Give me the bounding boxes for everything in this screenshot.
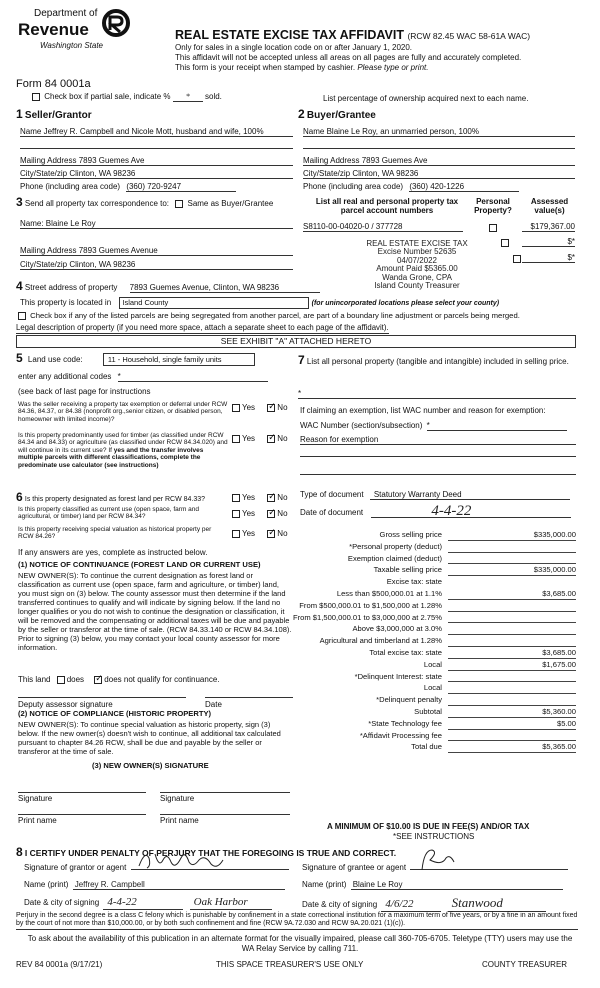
grantor-sig-label: Signature of grantor or agent: [24, 863, 127, 872]
seller-name-row: [20, 127, 293, 137]
partial-sale-percent[interactable]: *: [173, 92, 203, 102]
tax-row: [296, 636, 578, 648]
legal-description-value: SEE EXHIBIT "A" ATTACHED HERETO: [220, 336, 372, 346]
deputy-sig-label: Deputy assessor signature: [18, 700, 113, 709]
form-revision: REV 84 0001a (9/17/21): [16, 960, 103, 969]
buyer-name-row: [303, 127, 575, 137]
grantor-date-row: [24, 896, 272, 910]
exemption-answers: [232, 403, 288, 412]
located-label: This property is located in: [20, 298, 112, 308]
seller-phone-label: Phone (including area code): [20, 182, 121, 191]
corr-name-label: Name:: [20, 219, 44, 228]
personal-prop-h1: Personal: [476, 197, 510, 206]
segregate-label: Check box if any of the listed parcels are being segregated from another parcel, are part of a boundary line adjustment or parcels being merged.: [30, 311, 520, 321]
header-line-3b: Please type or print.: [357, 63, 429, 72]
reason-label: Reason for exemption: [300, 435, 379, 444]
corr-label: Send all property tax correspondence to:: [24, 199, 170, 208]
stamp-line-4: Amount Paid $5365.00: [376, 264, 458, 274]
forest-q1-row: [16, 491, 205, 505]
current-use-answers: [232, 509, 288, 518]
street-row: [16, 280, 320, 294]
tax-row: [296, 542, 578, 554]
partial-sale-checkbox[interactable]: [32, 93, 40, 101]
timber-no-checkbox[interactable]: [267, 435, 275, 443]
partial-sale-label: Check box if partial sale, indicate %: [44, 92, 171, 101]
tax-row-value[interactable]: $3,685.00: [448, 648, 576, 659]
stamp-line-6: Island County Treasurer: [374, 280, 460, 290]
corr-same-label: Same as Buyer/Grantee: [187, 199, 274, 208]
forest-yes-label: Yes: [242, 493, 256, 502]
new-owner-sig-heading: (3) NEW OWNER(S) SIGNATURE: [92, 761, 209, 770]
corr-mail-label: Mailing Address: [20, 246, 77, 255]
owner-print-label-1: Print name: [18, 816, 57, 825]
perjury-note: [16, 912, 578, 930]
notice-continuance-heading: (1) NOTICE OF CONTINUANCE (FOREST LAND OR CURRENT USE): [18, 560, 261, 569]
landuse-label: Land use code:: [27, 355, 83, 364]
excise-stamp: [358, 240, 476, 290]
tax-row-value[interactable]: $335,000.00: [448, 565, 576, 576]
parcel-1-value[interactable]: $179,367.00: [522, 222, 575, 232]
tax-row-label: *Delinquent Interest: state: [354, 671, 442, 681]
buyer-phone-row: [303, 182, 575, 192]
timber-question-text: Is this property predominantly used for timber (as classified under RCW 84.34 and 84.33) or agriculture (as classified under RCW 84.34.020) and will continue in its current use? If: [18, 432, 228, 454]
certify-num: 8: [16, 845, 23, 859]
timber-yes-checkbox[interactable]: [232, 435, 240, 443]
additional-codes-row: [18, 372, 268, 382]
tax-row: [292, 612, 578, 625]
perjury-text: Perjury in the second degree is a class C felony which is punishable by confinement in a state correctional institution for a maximum term of five years, or by a fine in an amount fixed by the court of not more than $10,000.00, or by both such confinement and fine (RCW 9A.72.030 and RCW 9A.20.021 (1)(c)).: [16, 912, 578, 928]
timber-no-label: No: [277, 434, 288, 443]
forest-q1-text: Is this property designated as forest land per RCW 84.33?: [24, 496, 206, 503]
tax-row: [296, 601, 578, 613]
tax-row-value[interactable]: [448, 554, 576, 565]
corr-mail-value[interactable]: 7893 Guemes Avenue: [78, 246, 158, 255]
street-label: Street address of property: [24, 283, 118, 292]
forest-q1-answers: [232, 493, 288, 502]
land-does-label: does: [66, 675, 85, 684]
seller-mail-value[interactable]: 7893 Guemes Ave: [78, 156, 145, 165]
stamp-line-2: Excise Number 52635: [377, 247, 457, 257]
exemption-no-checkbox[interactable]: [267, 404, 275, 412]
buyer-city-row: [303, 169, 575, 179]
timber-answers: [232, 434, 288, 443]
historic-answers: [232, 529, 288, 538]
minimum-note: A MINIMUM OF $10.00 IS DUE IN FEE(S) AND/OR TAX: [327, 822, 530, 831]
tax-row-value[interactable]: [448, 672, 576, 683]
personal-label: List all personal property (tangible and intangible) included in selling price.: [306, 357, 569, 366]
doc-date-value[interactable]: 4-4-22: [371, 505, 571, 518]
wac-row: [300, 421, 567, 431]
grantor-city-value[interactable]: Oak Harbor: [190, 896, 272, 910]
tax-row: [296, 683, 578, 695]
seller-name-label: Name: [20, 127, 42, 136]
seller-phone-value[interactable]: (360) 720-9247: [126, 182, 236, 192]
personal-prop-section: [298, 354, 576, 368]
grantee-date-row: [302, 896, 546, 912]
county-note: (for unincorporated locations please select your county): [311, 300, 500, 308]
landuse-select-value: 11 - Household, single family units: [107, 355, 222, 365]
landuse-num: 5: [16, 351, 23, 365]
corr-num: 3: [16, 195, 23, 209]
grantee-city-value[interactable]: Stanwood: [448, 896, 546, 912]
corr-same-checkbox[interactable]: [175, 200, 183, 208]
land-does-checkbox[interactable]: [57, 676, 65, 684]
parcel-1-personal-checkbox[interactable]: [489, 224, 497, 232]
historic-yes-checkbox[interactable]: [232, 530, 240, 538]
partial-sale-sold: sold.: [205, 92, 222, 101]
buyer-heading-text: Buyer/Grantee: [306, 110, 376, 121]
timber-question-bold: yes and the transfer involves multiple parcels with different classifications, complete the predominate use calculator (see instructions): [18, 446, 204, 469]
historic-yes-label: Yes: [242, 529, 256, 538]
grantor-name-label: Name (print): [24, 880, 69, 889]
grantor-name-row: [24, 880, 285, 890]
county-select[interactable]: [119, 297, 309, 309]
if-yes-note: If any answers are yes, complete as instructed below.: [18, 548, 208, 557]
tax-row-value[interactable]: [448, 683, 576, 694]
seller-num: 1: [16, 107, 23, 121]
grantor-name-value[interactable]: Jeffrey R. Campbell: [73, 880, 285, 890]
forest-yes-checkbox[interactable]: [232, 494, 240, 502]
seller-phone-row: [20, 182, 293, 192]
corr-city-row: [20, 260, 293, 270]
additional-codes-label: enter any additional codes: [18, 372, 112, 381]
legal-description-field[interactable]: [16, 335, 576, 348]
see-back-note: (see back of last page for instructions: [18, 387, 151, 396]
timber-question: [18, 432, 228, 469]
certify-text: I CERTIFY UNDER PENALTY OF PERJURY THAT THE FOREGOING IS TRUE AND CORRECT.: [24, 848, 397, 858]
parcel-header: [303, 197, 471, 215]
buyer-name-line-2: [303, 148, 575, 149]
reason-row: [300, 435, 576, 445]
tax-row-value[interactable]: [448, 542, 576, 553]
personal-prop-h2: Property?: [474, 206, 512, 216]
land-does-not-label: does not qualify for continuance.: [104, 675, 220, 684]
seller-heading-text: Seller/Grantor: [24, 110, 92, 121]
tax-row: [296, 707, 578, 719]
tax-row-value[interactable]: $335,000.00: [448, 530, 576, 541]
list-percent-note: List percentage of ownership acquired next to each name.: [323, 94, 529, 103]
buyer-city-label: City/State/zip: [303, 169, 351, 178]
exemption-no-label: No: [277, 403, 288, 412]
historic-no-label: No: [277, 529, 288, 538]
tax-row-label: From $500,000.01 to $1,500,000 at 1.28%: [299, 600, 442, 610]
tax-row-label: *Affidavit Processing fee: [359, 730, 442, 740]
tax-row-label: *Delinquent penalty: [376, 695, 442, 705]
legal-label: Legal description of property (if you need more space, attach a separate sheet to each page of the affidavit).: [16, 323, 389, 332]
seller-name-line-2: [20, 148, 293, 149]
tax-row-label: Taxable selling price: [373, 565, 442, 575]
tax-row-label: Exemption claimed (deduct): [347, 553, 442, 563]
exemption-question: Was the seller receiving a property tax exemption or deferral under RCW 84.36, 84.37, or 84.38 (nonprofit org.,senior citizen, or disabled person, homeowner with limited income)?: [18, 401, 228, 423]
wa-state-text: Washington State: [40, 41, 104, 50]
buyer-mail-label: Mailing Address: [303, 156, 360, 165]
doc-date-label: Date of document: [300, 508, 364, 517]
stamp-line-5: Wanda Grone, CPA: [382, 272, 452, 282]
tax-row-value[interactable]: $5,360.00: [448, 707, 576, 718]
corr-city-label: City/State/zip: [20, 260, 68, 269]
seller-name-value[interactable]: Jeffrey R. Campbell and Nicole Mott, husband and wife, 100%: [43, 127, 264, 136]
tax-row: [296, 731, 578, 743]
seller-city-row: [20, 169, 293, 179]
historic-question: Is this property receiving special valuation as historical property per RCW 84.26?: [18, 526, 212, 541]
grantor-sig-line[interactable]: [131, 860, 289, 870]
doc-date-row: [300, 505, 571, 518]
doc-type-row: [300, 490, 570, 500]
buyer-mail-row: [303, 156, 575, 166]
tax-row-value[interactable]: [448, 636, 576, 647]
landuse-row: [16, 352, 255, 366]
owner-sig-line-1[interactable]: [18, 792, 146, 793]
county-treasurer: COUNTY TREASURER: [482, 960, 568, 969]
parcel-1[interactable]: S8110-00-04020-0 / 377728: [303, 222, 463, 232]
stamp-line-3: 04/07/2022: [396, 255, 438, 265]
parcel-3-personal-checkbox[interactable]: [513, 255, 521, 263]
header-line-2: This affidavit will not be accepted unless all areas on all pages are fully and accurately completed.: [175, 53, 522, 62]
notice-continuance-text: NEW OWNER(S): To continue the current designation as forest land or classification as current use (open space, farm and agriculture, or timber) land, you must sign on (3) below. The county assessor must then determine if the land transferred continues to qualify and will indicate by signing below. If the land no longer qualifies or you do not wish to continue the designation or classification, it will be removed and the compensating or additional taxes will be due and payable by the seller or transferor at the time of sale. (RCW 84.33.140 or RCW 84.34.108). Prior to signing (3) below, you may contact your local county assessor for more information.: [18, 571, 292, 652]
title-text: REAL ESTATE EXCISE TAX AFFIDAVIT: [175, 28, 404, 42]
buyer-mail-value[interactable]: 7893 Guemes Ave: [361, 156, 428, 165]
dor-logo: [14, 8, 132, 70]
grantee-name-value[interactable]: Blaine Le Roy: [351, 880, 563, 890]
tax-row-label: Excise tax: state: [386, 577, 442, 587]
corr-name-row: [20, 219, 293, 229]
seller-heading: [16, 108, 92, 122]
tax-row-value[interactable]: $1,675.00: [448, 660, 576, 671]
tax-row-label: Agricultural and timberland at 1.28%: [319, 636, 442, 646]
header-line-3a: This form is your receipt when stamped by cashier.: [175, 63, 356, 72]
header-line-3: [175, 63, 428, 72]
grantee-sig-label: Signature of grantee or agent: [302, 863, 407, 872]
personal-prop-header: [468, 197, 518, 215]
seller-mail-label: Mailing Address: [20, 156, 77, 165]
grantee-sig-line[interactable]: [410, 860, 568, 870]
see-instructions: *SEE INSTRUCTIONS: [393, 832, 475, 841]
parcel-header-1: List all real and personal property tax: [315, 197, 459, 206]
deputy-sig-line[interactable]: [18, 697, 186, 698]
owner-print-label-2: Print name: [160, 816, 199, 825]
forest-no-checkbox[interactable]: [267, 494, 275, 502]
buyer-heading: [298, 108, 376, 122]
notice-historic-text: NEW OWNER(S): To continue special valuation as historic property, sign (3) below. If the new owner(s) doesn't wish to continue, all additional tax calculated pursuant to chapter 84.26 RCW, shall be due and payable by the seller or transferor at the time of sale.: [18, 720, 281, 756]
corr-heading: [16, 196, 273, 210]
tax-row: [296, 742, 578, 754]
buyer-name-label: Name: [303, 127, 325, 136]
tax-row: [296, 530, 578, 542]
tax-row-value[interactable]: [448, 731, 576, 742]
wac-label: WAC Number (section/subsection): [300, 421, 423, 430]
tax-row: [296, 624, 578, 636]
form-title: [175, 28, 530, 42]
tax-row-value[interactable]: $5.00: [448, 719, 576, 730]
exemption-claim-label: If claiming an exemption, list WAC number and reason for exemption:: [300, 406, 546, 415]
buyer-city-value[interactable]: Clinton, WA 98236: [352, 169, 419, 178]
revenue-logo-icon: [102, 8, 130, 38]
tax-row: [296, 672, 578, 684]
seller-mail-row: [20, 156, 293, 166]
doc-type-value[interactable]: Statutory Warranty Deed: [370, 490, 570, 500]
tax-row-label: Total excise tax: state: [369, 648, 442, 657]
tax-row-label: *Personal property (deduct): [349, 541, 442, 551]
owner-print-line-1[interactable]: [18, 814, 146, 815]
tax-row: [296, 589, 578, 601]
tax-row-label: From $1,500,000.01 to $3,000,000 at 2.75%: [292, 612, 442, 622]
title-ref: (RCW 82.45 WAC 58-61A WAC): [407, 31, 531, 41]
buyer-phone-label: Phone (including area code): [303, 182, 404, 191]
tax-row-value[interactable]: [448, 695, 576, 706]
tax-row-label: Gross selling price: [379, 530, 442, 539]
corr-city-value[interactable]: Clinton, WA 98236: [69, 260, 136, 269]
tax-row: [296, 719, 578, 731]
notice-historic-heading: (2) NOTICE OF COMPLIANCE (HISTORIC PROPERTY): [18, 709, 212, 718]
segregate-checkbox[interactable]: [18, 312, 26, 320]
buyer-name-value[interactable]: Blaine Le Roy, an unmarried person, 100%: [326, 127, 479, 136]
forest-num: 6: [16, 490, 23, 504]
tax-row-label: Subtotal: [414, 707, 442, 716]
treasurer-use-only: THIS SPACE TREASURER'S USE ONLY: [216, 960, 364, 969]
this-land-row: [18, 675, 219, 684]
tax-row-label: Local: [423, 683, 442, 693]
owner-sig-line-2[interactable]: [160, 792, 290, 793]
tax-row-label: *State Technology fee: [368, 718, 442, 728]
land-does-not-checkbox[interactable]: [94, 676, 102, 684]
current-use-yes-label: Yes: [242, 509, 256, 518]
segregate-row: [18, 312, 520, 321]
tax-row-value[interactable]: [448, 601, 576, 612]
corr-name-value[interactable]: Blaine Le Roy: [45, 219, 96, 228]
tax-row-label: Total due: [411, 742, 442, 752]
owner-print-line-2[interactable]: [160, 814, 290, 815]
grantee-signature-mark: [418, 846, 458, 872]
parcel-2-personal-checkbox[interactable]: [501, 239, 509, 247]
tax-table: [292, 530, 578, 870]
this-land-label: This land: [18, 675, 51, 684]
partial-sale-row: [32, 92, 222, 102]
tax-row-value[interactable]: $3,685.00: [448, 589, 576, 600]
timber-yes-label: Yes: [242, 434, 256, 443]
owner-sig-label-2: Signature: [160, 794, 195, 803]
parcel-2-value[interactable]: $*: [522, 237, 575, 247]
form-number: Form 84 0001a: [16, 78, 91, 90]
grantee-name-label: Name (print): [302, 880, 347, 889]
street-value[interactable]: 7893 Guemes Avenue, Clinton, WA 98236: [130, 283, 320, 293]
reason-line-3: [300, 474, 576, 475]
seller-city-label: City/State/zip: [20, 169, 68, 178]
exemption-yes-label: Yes: [242, 403, 256, 412]
stamp-line-1: REAL ESTATE EXCISE TAX: [366, 239, 468, 248]
tax-row-value[interactable]: [448, 624, 576, 635]
dept-of-text: Department of: [34, 8, 98, 19]
tax-row: [296, 554, 578, 566]
grantee-date-label: Date & city of signing: [302, 900, 378, 909]
header-line-1: Only for sales in a single location code on or after January 1, 2020.: [175, 43, 413, 52]
located-row: [20, 297, 499, 309]
grantor-date-value[interactable]: 4-4-22: [103, 896, 183, 910]
current-use-no-checkbox[interactable]: [267, 510, 275, 518]
parcel-3-value[interactable]: $*: [522, 253, 575, 263]
wac-value[interactable]: *: [427, 421, 567, 431]
grantor-sig-row: [24, 860, 289, 872]
county-select-value: Island County: [122, 298, 169, 307]
current-use-no-label: No: [277, 509, 288, 518]
assessed-h2: value(s): [534, 206, 565, 216]
deputy-date-label: Date: [205, 700, 222, 709]
current-use-yes-checkbox[interactable]: [232, 510, 240, 518]
doc-type-label: Type of document: [300, 490, 364, 499]
reason-line-2: [300, 456, 576, 457]
deputy-date-line[interactable]: [205, 697, 293, 698]
forest-no-label: No: [277, 493, 288, 502]
tax-row-value[interactable]: [448, 613, 576, 624]
tax-row-label: Above $3,000,000 at 3.0%: [352, 624, 442, 634]
current-use-question: Is this property classified as current use (open space, farm and agricultural, or timber) land per RCW 84.34?: [18, 506, 200, 521]
owner-sig-label-1: Signature: [18, 794, 53, 803]
tax-row: [296, 565, 578, 577]
parcel-header-2: parcel account numbers: [340, 206, 434, 216]
tax-row-label: Less than $500,000.01 at 1.1%: [336, 589, 442, 598]
street-num: 4: [16, 279, 23, 293]
personal-prop-value[interactable]: *: [298, 389, 576, 399]
additional-codes-value[interactable]: *: [118, 372, 268, 382]
buyer-phone-value[interactable]: (360) 420-1226: [409, 182, 519, 192]
grantor-signature-mark: [137, 848, 227, 872]
tax-row: [296, 660, 578, 672]
buyer-num: 2: [298, 107, 305, 121]
exemption-yes-checkbox[interactable]: [232, 404, 240, 412]
seller-city-value[interactable]: Clinton, WA 98236: [69, 169, 136, 178]
personal-num: 7: [298, 353, 305, 367]
landuse-select[interactable]: [103, 353, 255, 366]
tax-row-value[interactable]: $5,365.00: [448, 742, 576, 753]
grantee-name-row: [302, 880, 563, 890]
tax-row-label: Local: [423, 659, 442, 669]
historic-no-checkbox[interactable]: [267, 530, 275, 538]
grantee-date-value[interactable]: 4/6/22: [381, 898, 441, 912]
tax-row: [296, 648, 578, 660]
revenue-text: Revenue: [18, 20, 89, 39]
corr-mail-row: [20, 246, 293, 256]
tax-row: [296, 695, 578, 707]
assessed-header: [522, 197, 577, 215]
grantor-date-label: Date & city of signing: [24, 898, 100, 907]
assessed-h1: Assessed: [530, 197, 569, 206]
grantee-sig-row: [302, 860, 568, 872]
tax-row: [296, 577, 578, 589]
alt-format-note: To ask about the availability of this publication in an alternate format for the visually impaired, please call 360-705-6705. Teletype (TTY) users may use the WA Relay Service by calling 711.: [27, 934, 573, 953]
